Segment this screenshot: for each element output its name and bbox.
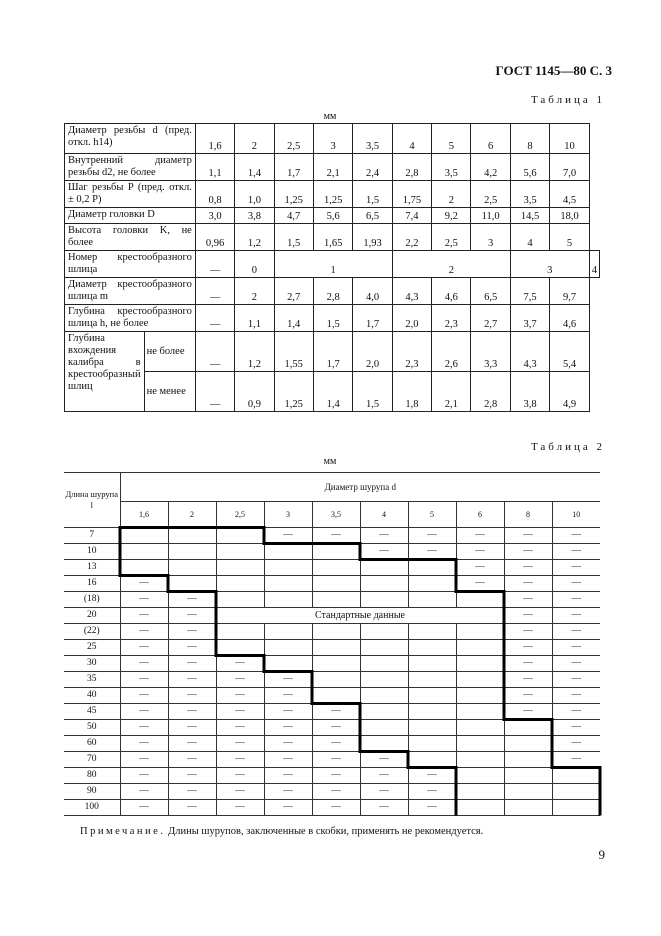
table-cell: 1,7 [353, 305, 392, 332]
table-cell: 2,5 [432, 224, 471, 251]
table-cell: — [120, 752, 168, 768]
table-cell: — [360, 800, 408, 816]
table-cell: — [168, 624, 216, 640]
table-cell: — [360, 752, 408, 768]
table-cell: — [168, 592, 216, 608]
table-cell: 2,8 [392, 154, 431, 181]
diameter-value: 4 [360, 502, 408, 528]
table-cell: — [408, 544, 456, 560]
length-value: 20 [64, 608, 120, 624]
table-cell: — [264, 688, 312, 704]
table-cell: — [504, 608, 552, 624]
length-value: 50 [64, 720, 120, 736]
table-cell: — [552, 704, 600, 720]
table-cell: 4 [392, 124, 431, 154]
table-cell: 7,4 [392, 208, 431, 224]
table-cell: — [120, 656, 168, 672]
sub-label: не более [144, 332, 195, 372]
table-cell: 2,7 [471, 305, 510, 332]
table-cell: — [120, 592, 168, 608]
table-cell: — [264, 528, 312, 544]
table-cell: 2 [235, 278, 274, 305]
table-cell: 5,6 [510, 154, 549, 181]
table-cell: — [552, 608, 600, 624]
table-cell: — [312, 720, 360, 736]
table-cell: — [168, 704, 216, 720]
diameter-value: 3 [264, 502, 312, 528]
table2-caption: Таблица 2 [530, 441, 605, 453]
table-cell: — [312, 784, 360, 800]
table-cell: 1,0 [235, 181, 274, 208]
table-cell: 3,7 [510, 305, 549, 332]
table-cell: — [168, 736, 216, 752]
table-cell: — [120, 640, 168, 656]
table-cell: — [312, 704, 360, 720]
table-cell: 11,0 [471, 208, 510, 224]
table-cell: 2,0 [392, 305, 431, 332]
table-cell: — [120, 768, 168, 784]
table-cell: — [360, 784, 408, 800]
table-cell: 2 [432, 181, 471, 208]
table-cell: 2,5 [274, 124, 313, 154]
table-cell: 3,3 [471, 332, 510, 372]
table-cell: — [552, 672, 600, 688]
length-value: 60 [64, 736, 120, 752]
table-cell: — [360, 544, 408, 560]
table-cell: 2,7 [274, 278, 313, 305]
table-cell: — [408, 528, 456, 544]
table-cell: — [168, 752, 216, 768]
row-label: Диаметр головки D [65, 208, 196, 224]
table-cell: 1,4 [313, 372, 352, 412]
table-cell: — [360, 528, 408, 544]
table-cell: 5,4 [550, 332, 589, 372]
length-value: 90 [64, 784, 120, 800]
table-cell: — [552, 592, 600, 608]
table-cell: 1,25 [274, 181, 313, 208]
table-cell: 3,5 [432, 154, 471, 181]
diameter-value: 6 [456, 502, 504, 528]
table-cell: 6,5 [353, 208, 392, 224]
table-cell: 4,5 [550, 181, 589, 208]
table-cell: 1,55 [274, 332, 313, 372]
table-cell: — [168, 688, 216, 704]
table-cell: 1,1 [195, 154, 234, 181]
table-cell: 10 [550, 124, 589, 154]
row-label: Глубина крестообразного шлица h, не более [65, 305, 196, 332]
table-cell: 5 [432, 124, 471, 154]
diameter-header: Диаметр шурупа d [120, 473, 600, 502]
table-cell: — [552, 752, 600, 768]
table-cell: 9,2 [432, 208, 471, 224]
table-cell: — [120, 800, 168, 816]
table-cell: 7,5 [510, 278, 549, 305]
table-cell: 4,6 [550, 305, 589, 332]
table-cell: — [504, 704, 552, 720]
table-cell: — [504, 544, 552, 560]
table-cell: 1,4 [235, 154, 274, 181]
table-cell: 0,9 [235, 372, 274, 412]
length-value: 70 [64, 752, 120, 768]
table-cell: — [312, 768, 360, 784]
table-cell: — [552, 576, 600, 592]
table-cell: 1,5 [353, 372, 392, 412]
table-cell: 1,25 [274, 372, 313, 412]
table-cell: 2,3 [392, 332, 431, 372]
table-cell: — [264, 800, 312, 816]
table-cell: 5 [550, 224, 589, 251]
table-cell: — [120, 704, 168, 720]
table-cell: 1,5 [353, 181, 392, 208]
table-cell: 1,25 [313, 181, 352, 208]
table-cell: — [120, 736, 168, 752]
table-cell: 4,2 [471, 154, 510, 181]
length-value: 100 [64, 800, 120, 816]
row-label: Шаг резьбы P (пред. откл. ± 0,2 P) [65, 181, 196, 208]
table-cell: 4,3 [510, 332, 549, 372]
length-value: 80 [64, 768, 120, 784]
table-cell: 1,93 [353, 224, 392, 251]
table-cell: 3,0 [195, 208, 234, 224]
table-cell: — [504, 592, 552, 608]
table-cell: 18,0 [550, 208, 589, 224]
table-cell: 3,5 [510, 181, 549, 208]
table-cell: 1,4 [274, 305, 313, 332]
table-cell: 4,0 [353, 278, 392, 305]
table-cell: 1,2 [235, 332, 274, 372]
table-cell: 3,5 [353, 124, 392, 154]
table-cell: — [264, 704, 312, 720]
table-cell: 4,3 [392, 278, 431, 305]
length-header: Длина шурупа l [64, 473, 120, 528]
table-cell: — [216, 784, 264, 800]
table-cell: — [408, 768, 456, 784]
table-cell: 1,7 [313, 332, 352, 372]
table-cell: — [552, 688, 600, 704]
table-cell: — [552, 624, 600, 640]
table-cell: — [552, 656, 600, 672]
table-cell: — [216, 800, 264, 816]
row-label: Номер крестообразного шлица [65, 251, 196, 278]
table-cell: — [195, 251, 234, 278]
table-cell: 2,8 [471, 372, 510, 412]
table-cell: — [552, 544, 600, 560]
table1-unit: мм [323, 111, 337, 122]
table-cell: 2,5 [471, 181, 510, 208]
table-cell: 2,0 [353, 332, 392, 372]
table-cell: — [408, 800, 456, 816]
table-cell: — [264, 752, 312, 768]
table-cell: 2,4 [353, 154, 392, 181]
length-value: 13 [64, 560, 120, 576]
length-value: 7 [64, 528, 120, 544]
table-cell: — [168, 608, 216, 624]
table-cell: — [195, 305, 234, 332]
table-cell: — [120, 624, 168, 640]
table-cell: 8 [510, 124, 549, 154]
sub-label: не менее [144, 372, 195, 412]
table-cell: 3 [313, 124, 352, 154]
table-cell: — [120, 784, 168, 800]
table-cell: 2,8 [313, 278, 352, 305]
length-value: 30 [64, 656, 120, 672]
table-cell: — [216, 768, 264, 784]
table-cell: 1,6 [195, 124, 234, 154]
table-cell: — [168, 768, 216, 784]
table-cell: — [216, 704, 264, 720]
table-cell: — [120, 720, 168, 736]
row-label: Внутренний диаметр резьбы d2, не более [65, 154, 196, 181]
table-cell: 6 [471, 124, 510, 154]
table-cell: 4,7 [274, 208, 313, 224]
table-cell: — [195, 278, 234, 305]
table-cell: — [216, 688, 264, 704]
table-cell: 1,7 [274, 154, 313, 181]
table-cell: 5,6 [313, 208, 352, 224]
diameter-value: 2 [168, 502, 216, 528]
table-cell: 1,1 [235, 305, 274, 332]
table-cell: — [168, 800, 216, 816]
row-label: Диаметр резьбы d (пред. откл. h14) [65, 124, 196, 154]
table2-unit: мм [323, 456, 337, 467]
table-cell: — [552, 736, 600, 752]
table-cell: 6,5 [471, 278, 510, 305]
table-note [80, 826, 620, 837]
diameter-value: 8 [504, 502, 552, 528]
table-cell: 9,7 [550, 278, 589, 305]
table-cell: — [168, 720, 216, 736]
table-cell: — [168, 784, 216, 800]
diameter-value: 2,5 [216, 502, 264, 528]
table-cell: 3,8 [235, 208, 274, 224]
table-cell: — [552, 528, 600, 544]
table-cell: 0 [235, 251, 274, 278]
table-cell: — [456, 576, 504, 592]
table-cell: — [168, 640, 216, 656]
table-cell: 4 [589, 251, 599, 278]
table-cell: — [504, 624, 552, 640]
length-value: 35 [64, 672, 120, 688]
table-cell: — [120, 576, 168, 592]
table-cell: — [456, 560, 504, 576]
table-cell: — [504, 656, 552, 672]
table-cell: — [312, 528, 360, 544]
table1-caption: Таблица 1 [530, 94, 605, 106]
row-label: Высота головки K, не более [65, 224, 196, 251]
table-cell: 1,5 [274, 224, 313, 251]
note-heading: Примечание. [80, 826, 166, 837]
table-cell: — [168, 672, 216, 688]
diameter-value: 3,5 [312, 502, 360, 528]
table-cell: — [456, 544, 504, 560]
table-cell: 2,3 [432, 305, 471, 332]
table-cell: — [216, 736, 264, 752]
table-cell: 1 [274, 251, 392, 278]
table-cell: — [504, 640, 552, 656]
table-cell: — [216, 672, 264, 688]
document-header: ГОСТ 1145—80 С. 3 [495, 63, 612, 78]
table-cell: — [504, 560, 552, 576]
table-cell: 0,8 [195, 181, 234, 208]
table-cell: 3,8 [510, 372, 549, 412]
table-cell: 1,2 [235, 224, 274, 251]
table-cell: 4,9 [550, 372, 589, 412]
table-cell: 0,96 [195, 224, 234, 251]
table-cell: — [264, 720, 312, 736]
table-cell: 1,8 [392, 372, 431, 412]
table-cell: 1,75 [392, 181, 431, 208]
table-cell: — [552, 720, 600, 736]
table-cell: — [264, 768, 312, 784]
table-cell: — [168, 656, 216, 672]
row-label: Глубина вхождения калибра в крестообразный шлиц [65, 332, 145, 412]
table-cell: — [264, 736, 312, 752]
page-number: 9 [598, 847, 605, 862]
diameter-value: 1,6 [120, 502, 168, 528]
table-cell: 4,6 [432, 278, 471, 305]
table-cell: — [552, 640, 600, 656]
table-cell: — [264, 672, 312, 688]
table-cell: — [216, 752, 264, 768]
table-cell: 2 [235, 124, 274, 154]
table-cell: — [552, 560, 600, 576]
diameter-value: 5 [408, 502, 456, 528]
standard-data-label: Стандартные данные [216, 608, 504, 624]
table-cell: — [312, 752, 360, 768]
length-value: 40 [64, 688, 120, 704]
length-value: 25 [64, 640, 120, 656]
table-cell: — [312, 800, 360, 816]
table-cell: 3 [510, 251, 589, 278]
table-cell: 1,5 [313, 305, 352, 332]
table-cell: 3 [471, 224, 510, 251]
table-cell: — [408, 784, 456, 800]
table-cell: 1,65 [313, 224, 352, 251]
length-value: (18) [64, 592, 120, 608]
table-cell: 2,1 [432, 372, 471, 412]
table-cell: 2 [392, 251, 510, 278]
table-cell: — [120, 608, 168, 624]
diameter-value: 10 [552, 502, 600, 528]
table-cell: — [264, 784, 312, 800]
table-cell: 7,0 [550, 154, 589, 181]
row-label: Диаметр крестообразного шлица m [65, 278, 196, 305]
table-cell: — [195, 332, 234, 372]
table-cell: — [360, 768, 408, 784]
table-cell: — [120, 688, 168, 704]
table-cell: 2,2 [392, 224, 431, 251]
table-cell: 4 [510, 224, 549, 251]
table-cell: — [504, 688, 552, 704]
table-cell: — [312, 736, 360, 752]
table-cell: 2,6 [432, 332, 471, 372]
table-cell: — [216, 720, 264, 736]
length-value: 16 [64, 576, 120, 592]
table-cell: 2,1 [313, 154, 352, 181]
table-cell: — [195, 372, 234, 412]
table-cell: — [504, 672, 552, 688]
note-text: Длины шурупов, заключенные в скобки, применять не рекомендуется. [165, 826, 484, 837]
length-value: 45 [64, 704, 120, 720]
table-cell: — [120, 672, 168, 688]
table-cell: — [456, 528, 504, 544]
table-cell: — [216, 656, 264, 672]
length-value: (22) [64, 624, 120, 640]
table-cell: — [504, 528, 552, 544]
table-cell: 14,5 [510, 208, 549, 224]
length-value: 10 [64, 544, 120, 560]
boundary-line [120, 528, 600, 816]
table-cell: — [504, 576, 552, 592]
